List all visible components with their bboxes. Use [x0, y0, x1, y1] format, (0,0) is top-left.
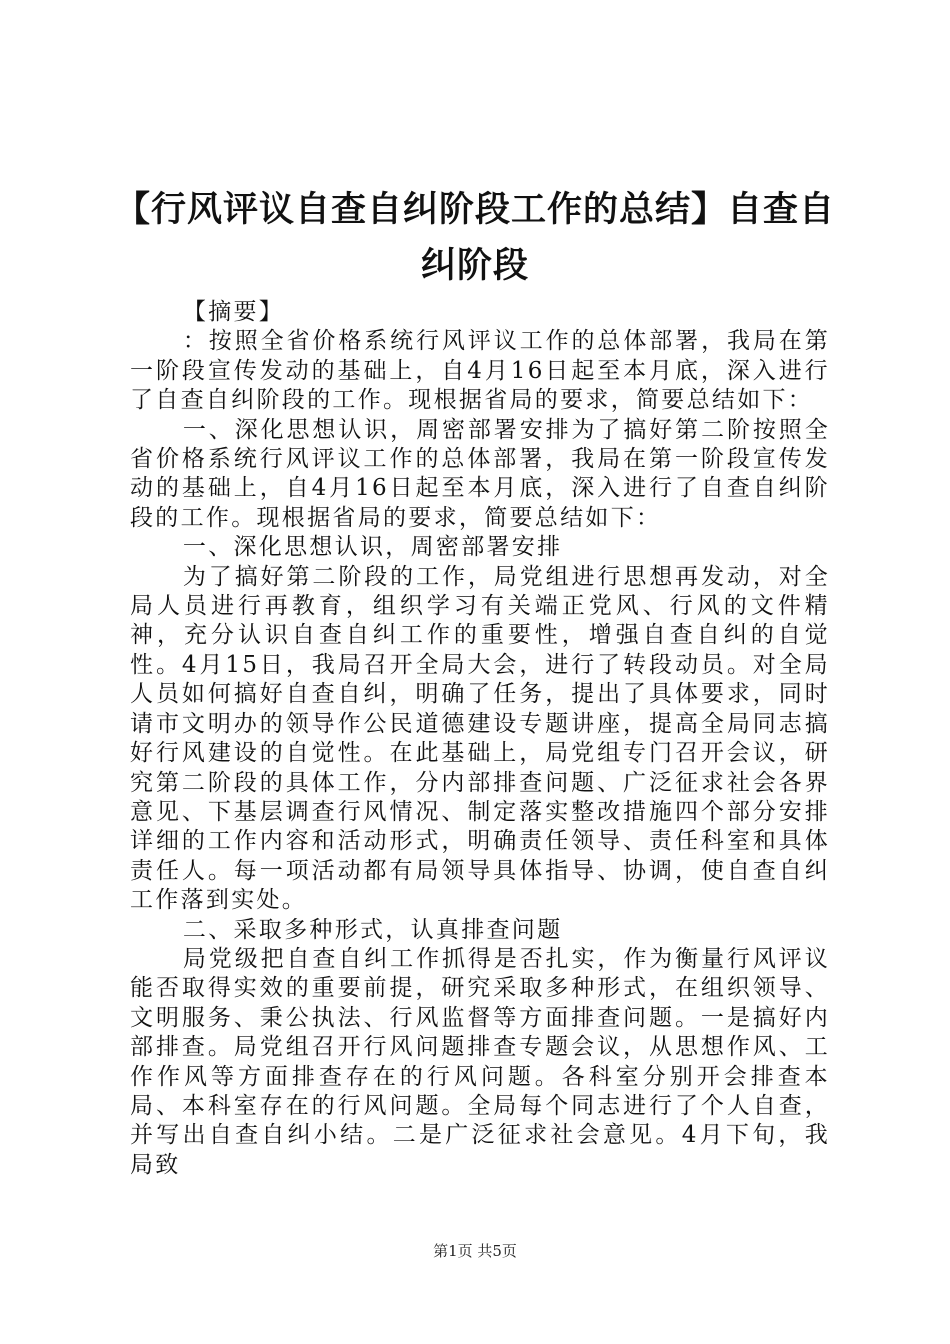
body-paragraph: 为了搞好第二阶段的工作，局党组进行思想再发动，对全局人员进行再教育，组织学习有关端正党风、行风的文件精神，充分认识自查自纠工作的重要性，增强自查自纠的自觉性。4月15日，我局召开全局大会，进行了转段动员。对全局人员如何搞好自查自纠，明确了任务，提出了具体要求，同时请市文明办的领导作公民道德建设专题讲座，提高全局同志搞好行风建设的自觉性。在此基础上，局党组专门召开会议，研究第二阶段的具体工作，分内部排查问题、广泛征求社会各界意见、下基层调查行风情况、制定落实整改措施四个部分安排详细的工作内容和活动形式，明确责任领导、责任科室和具体责任人。每一项活动都有局领导具体指导、协调，使自查自纠工作落到实处。 [130, 563, 830, 914]
abstract-heading: 【摘要】 [182, 299, 285, 325]
section-heading-1: 一、深化思想认识，周密部署安排 [182, 534, 563, 561]
body-paragraph: 一、深化思想认识，周密部署安排为了搞好第二阶按照全省价格系统行风评议工作的总体部署，我局在第一阶段宣传发动的基础上，自4月16日起至本月底，深入进行了自查自纠阶段的工作。现根据省局的要求，简要总结如下： [130, 416, 830, 531]
document-title: 【行风评议自查自纠阶段工作的总结】自查自纠阶段 [114, 190, 835, 286]
page-number-footer: 第1页 共5页 [433, 1242, 517, 1260]
abstract-paragraph: ：按照全省价格系统行风评议工作的总体部署，我局在第一阶段宣传发动的基础上，自4月16日起至本月底，深入进行了自查自纠阶段的工作。现根据省局的要求，简要总结如下： [130, 328, 830, 414]
section-heading-2: 二、采取多种形式，认真排查问题 [182, 916, 563, 943]
document-body [130, 298, 830, 1180]
body-paragraph: 局党级把自查自纠工作抓得是否扎实，作为衡量行风评议能否取得实效的重要前提，研究采取多种形式，在组织领导、文明服务、秉公执法、行风监督等方面排查问题。一是搞好内部排查。局党组召开行风问题排查专题会议，从思想作风、工作作风等方面排查存在的行风问题。各科室分别开会排查本局、本科室存在的行风问题。全局每个同志进行了个人自查，并写出自查自纠小结。二是广泛征求社会意见。4月下旬，我局致 [130, 945, 830, 1178]
